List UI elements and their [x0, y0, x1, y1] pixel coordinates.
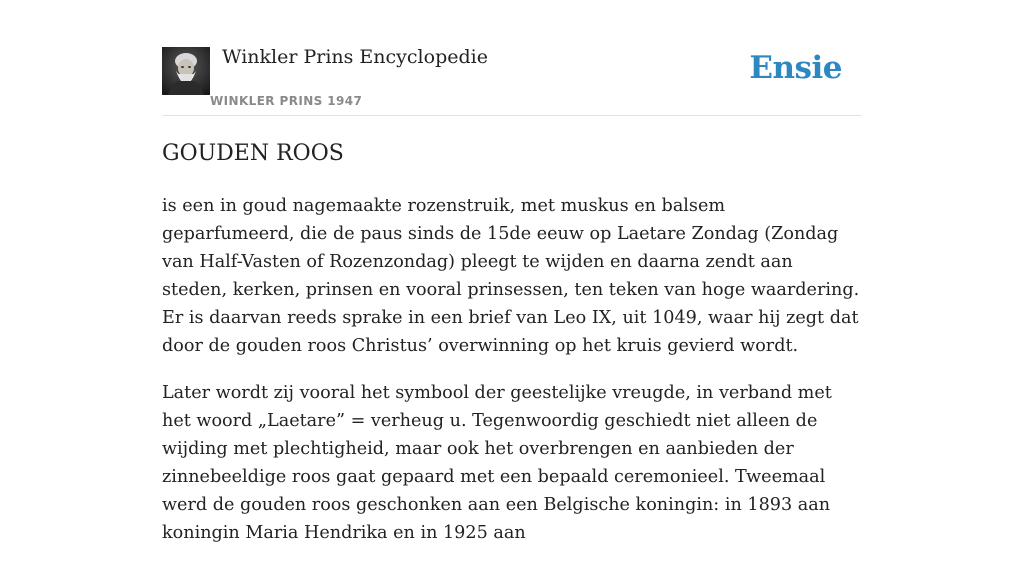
- article-body: [162, 192, 862, 566]
- site-name[interactable]: Winkler Prins Encyclopedie: [222, 46, 488, 68]
- article-paragraph: Later wordt zij vooral het symbool der geestelijke vreugde, in verband met het woord „Laetare” = verheug u. Tegenwoordig geschiedt niet alleen de wijding met plechtigheid, maar ook het overbrengen en aanbieden der zinnebeeldige roos gaat gepaard met een bepaald ceremonieel. Tweemaal werd de gouden roos geschonken aan een Belgische koningin: in 1893 aan koningin Maria Hendrika en in 1925 aan: [162, 383, 832, 543]
- avatar[interactable]: [162, 47, 210, 95]
- article-container: [162, 0, 862, 543]
- page-title: GOUDEN ROOS: [162, 141, 344, 166]
- edition-label[interactable]: WINKLER PRINS 1947: [210, 94, 363, 108]
- bearded-man-portrait-icon: [162, 47, 210, 95]
- site-header: [162, 0, 862, 116]
- brand-logo[interactable]: Ensie: [749, 50, 842, 86]
- article-paragraph: is een in goud nagemaakte rozenstruik, met muskus en balsem geparfumeerd, die de paus sinds de 15de eeuw op Laetare Zondag (Zondag van Half-Vasten of Rozenzondag) pleegt te wijden en daarna zendt aan steden, kerken, prinsen en vooral prinsessen, ten teken van hoge waardering. Er is daarvan reeds sprake in een brief van Leo IX, uit 1049, waar hij zegt dat door de gouden roos Christus’ overwinning op het kruis gevierd wordt.: [162, 196, 860, 356]
